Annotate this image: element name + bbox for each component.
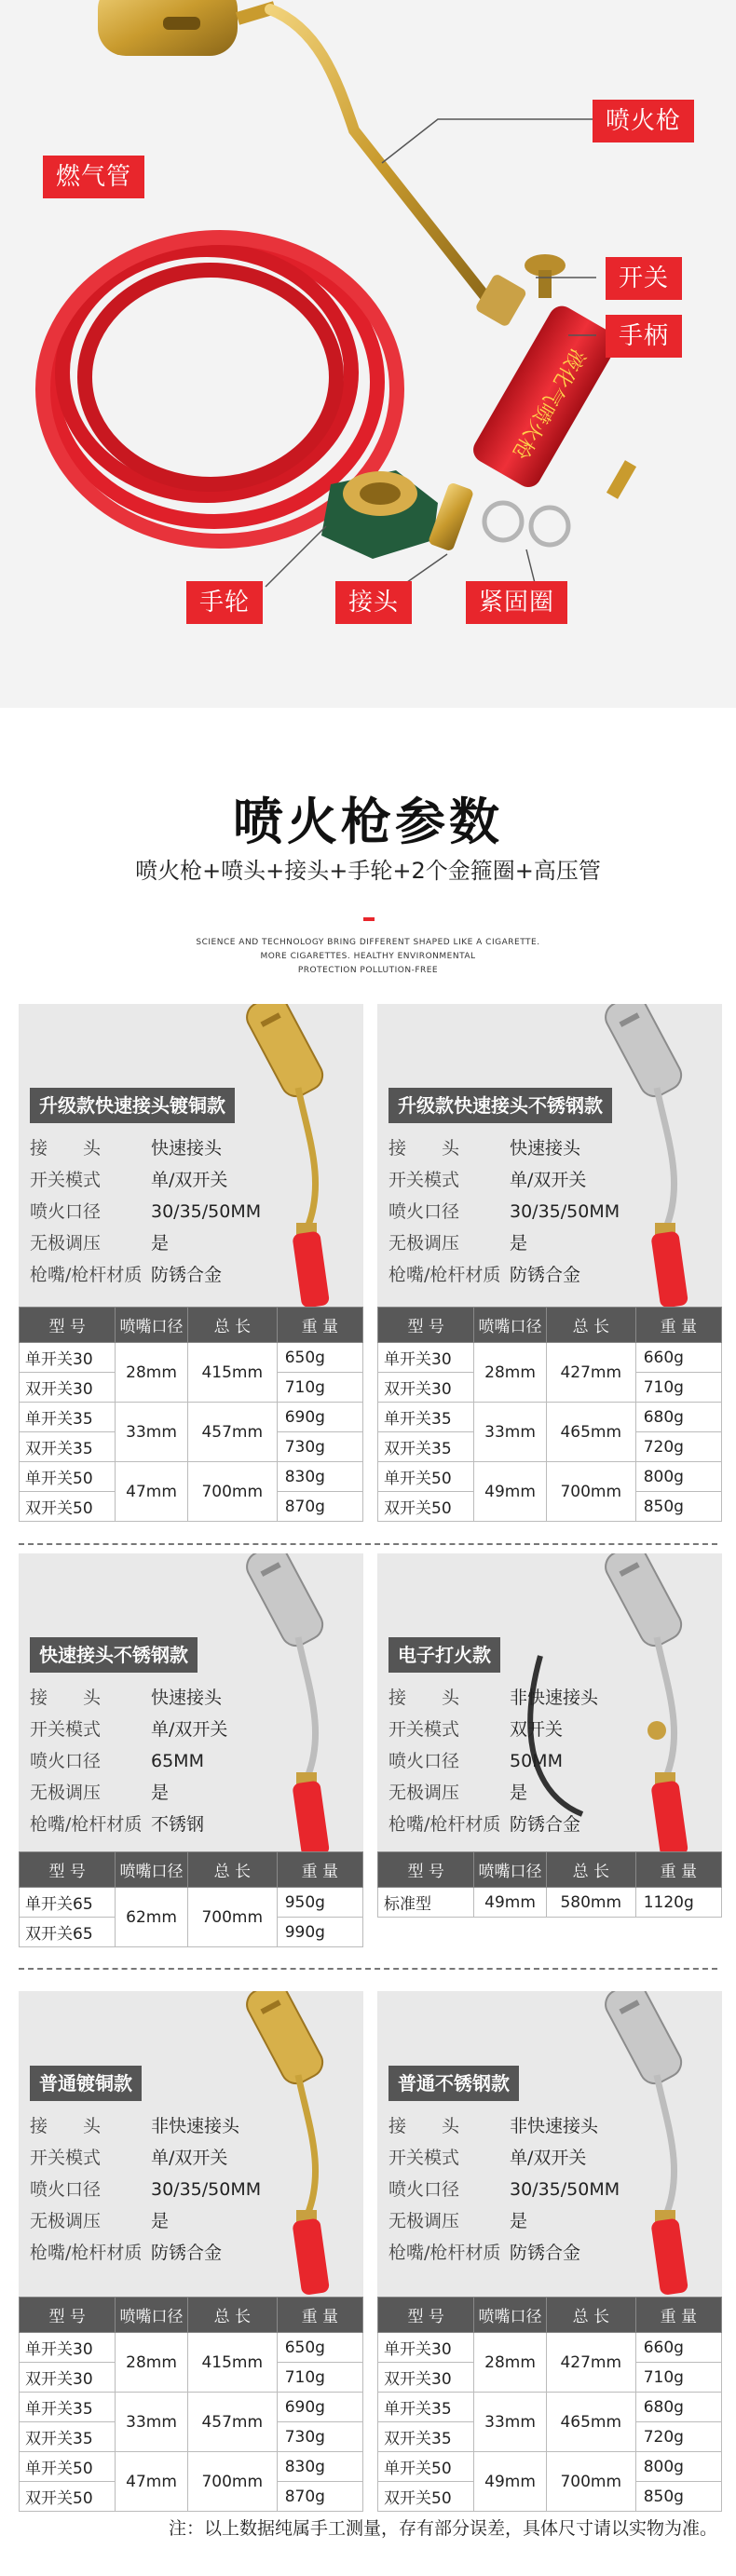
spec-value: 非快速接头 (510, 2116, 599, 2136)
model-cell: 单开关35 (20, 2393, 116, 2422)
spec-table (377, 1851, 722, 1918)
clamp-rings (484, 503, 568, 545)
table-header-row (378, 2298, 722, 2333)
table-row (20, 1403, 363, 1432)
weight-cell: 850g (635, 1492, 721, 1522)
spec-value: 非快速接头 (510, 1688, 599, 1708)
spec-row (30, 2174, 261, 2205)
hero-section (0, 0, 736, 708)
label-connector: 接头 (335, 581, 412, 624)
product-photo (19, 1991, 363, 2306)
nozzle-diameter-cell: 28mm (116, 2333, 187, 2393)
spec-key: 开关模式 (30, 2148, 102, 2168)
spec-key: 开关模式 (388, 1719, 460, 1740)
table-header: 总 长 (546, 2298, 635, 2333)
spec-list (388, 2110, 620, 2269)
length-cell: 415mm (187, 1343, 277, 1403)
spec-table (19, 2297, 363, 2512)
weight-cell: 870g (277, 2482, 362, 2512)
spec-value: 防锈合金 (510, 1814, 581, 1835)
spec-key: 枪嘴/枪杆材质 (388, 1265, 501, 1285)
label-clamp: 紧固圈 (466, 581, 567, 624)
table-header: 喷嘴口径 (116, 1852, 187, 1888)
model-cell: 单开关35 (20, 1403, 116, 1432)
spec-value: 30/35/50MM (151, 2179, 262, 2200)
spec-value: 防锈合金 (151, 1265, 223, 1285)
table-header: 重 量 (277, 1852, 362, 1888)
weight-cell: 850g (635, 2482, 721, 2512)
product-name: 电子打火款 (388, 1637, 500, 1673)
weight-cell: 710g (635, 2363, 721, 2393)
spec-row (30, 2237, 261, 2269)
nozzle-diameter-cell: 47mm (116, 1462, 187, 1522)
table-header-row (378, 1852, 722, 1888)
weight-cell: 650g (277, 2333, 362, 2363)
table-header: 喷嘴口径 (116, 2298, 187, 2333)
weight-cell: 710g (277, 1373, 362, 1403)
model-cell: 单开关65 (20, 1888, 116, 1918)
table-header: 总 长 (546, 1308, 635, 1343)
spec-key: 接 头 (388, 1138, 460, 1159)
spec-row (388, 2174, 620, 2205)
spec-row (30, 2110, 261, 2142)
spec-value: 是 (510, 2211, 528, 2231)
model-cell: 标准型 (378, 1888, 474, 1918)
torch-handle (469, 302, 621, 493)
spec-row (30, 1682, 227, 1714)
weight-cell: 720g (635, 2422, 721, 2452)
table-header: 重 量 (635, 1852, 721, 1888)
spec-row (388, 1745, 598, 1777)
spec-key: 枪嘴/枪杆材质 (388, 2243, 501, 2263)
spec-row (388, 1196, 620, 1227)
product-name: 普通镀铜款 (30, 2066, 142, 2101)
table-row (378, 2333, 722, 2363)
table-header: 总 长 (546, 1852, 635, 1888)
weight-cell: 690g (277, 2393, 362, 2422)
spec-row (388, 2110, 620, 2142)
table-header: 喷嘴口径 (474, 1852, 546, 1888)
spec-list (388, 1132, 620, 1291)
table-header: 喷嘴口径 (474, 1308, 546, 1343)
model-cell: 双开关35 (20, 1432, 116, 1462)
weight-cell: 730g (277, 1432, 362, 1462)
spec-key: 枪嘴/枪杆材质 (30, 2243, 143, 2263)
spec-key: 喷火口径 (388, 1751, 460, 1771)
weight-cell: 730g (277, 2422, 362, 2452)
model-cell: 单开关50 (378, 1462, 474, 1492)
nozzle-diameter-cell: 49mm (474, 2452, 546, 2512)
weight-cell: 690g (277, 1403, 362, 1432)
spec-list (388, 1682, 598, 1840)
product-panel (377, 1553, 722, 1914)
spec-key: 无极调压 (388, 1783, 460, 1803)
table-header: 型 号 (378, 1308, 474, 1343)
table-header: 总 长 (187, 2298, 277, 2333)
table-header: 重 量 (277, 1308, 362, 1343)
model-cell: 单开关50 (20, 1462, 116, 1492)
spec-key: 喷火口径 (30, 2179, 102, 2200)
weight-cell: 800g (635, 1462, 721, 1492)
weight-cell: 710g (635, 1373, 721, 1403)
spec-row (30, 1196, 261, 1227)
length-cell: 427mm (546, 1343, 635, 1403)
spec-table (377, 1307, 722, 1522)
table-header: 重 量 (635, 2298, 721, 2333)
table-header-row (20, 1852, 363, 1888)
label-handle: 手柄 (606, 315, 682, 358)
product-name: 升级款快速接头不锈钢款 (388, 1088, 612, 1123)
spec-row (388, 1809, 598, 1840)
length-cell: 465mm (546, 2393, 635, 2452)
table-row (378, 2393, 722, 2422)
spec-key: 开关模式 (388, 2148, 460, 2168)
english-line-1: SCIENCE AND TECHNOLOGY BRING DIFFERENT SHAPED LIKE A CIGARETTE. (196, 938, 540, 947)
spec-key: 开关模式 (388, 1170, 460, 1190)
model-cell: 单开关30 (378, 1343, 474, 1373)
english-line-2: MORE CIGARETTES. HEALTHY ENVIRONMENTAL (260, 952, 476, 961)
spec-value: 非快速接头 (151, 2116, 240, 2136)
model-cell: 单开关30 (20, 2333, 116, 2363)
nozzle-diameter-cell: 62mm (116, 1888, 187, 1947)
table-row (20, 1343, 363, 1373)
section-title: 喷火枪参数 (233, 793, 503, 851)
spec-value: 30/35/50MM (510, 2179, 620, 2200)
length-cell: 580mm (546, 1888, 635, 1918)
weight-cell: 870g (277, 1492, 362, 1522)
table-header-row (378, 1308, 722, 1343)
product-name: 升级款快速接头镀铜款 (30, 1088, 235, 1123)
length-cell: 700mm (187, 1888, 277, 1947)
weight-cell: 950g (277, 1888, 362, 1918)
spec-row (388, 1132, 620, 1164)
spec-row (30, 2205, 261, 2237)
spec-value: 65MM (151, 1751, 204, 1771)
nozzle-diameter-cell: 49mm (474, 1888, 546, 1918)
english-line-3: PROTECTION POLLUTION-FREE (297, 966, 439, 975)
weight-cell: 990g (277, 1918, 362, 1947)
table-header: 总 长 (187, 1852, 277, 1888)
weight-cell: 660g (635, 2333, 721, 2363)
table-row (20, 1462, 363, 1492)
model-cell: 双开关30 (20, 1373, 116, 1403)
product-photo (377, 1991, 722, 2306)
spec-key: 无极调压 (30, 2211, 102, 2231)
title-accent-bar (363, 917, 375, 921)
model-cell: 双开关35 (378, 1432, 474, 1462)
spec-value: 单/双开关 (151, 1170, 228, 1190)
weight-cell: 680g (635, 1403, 721, 1432)
spec-value: 防锈合金 (510, 2243, 581, 2263)
spec-row (388, 1227, 620, 1259)
spec-row (388, 1777, 598, 1809)
spec-key: 枪嘴/枪杆材质 (388, 1814, 501, 1835)
spec-key: 接 头 (30, 1138, 102, 1159)
product-panel (377, 1004, 722, 1518)
english-tagline (0, 936, 736, 978)
length-cell: 457mm (187, 1403, 277, 1462)
spec-key: 枪嘴/枪杆材质 (30, 1265, 143, 1285)
spec-row (30, 2142, 261, 2174)
product-photo (19, 1004, 363, 1321)
table-header: 重 量 (635, 1308, 721, 1343)
spec-value: 不锈钢 (151, 1814, 205, 1835)
spec-key: 喷火口径 (388, 2179, 460, 2200)
product-photo (377, 1553, 722, 1861)
spec-value: 是 (510, 1233, 528, 1254)
model-cell: 双开关65 (20, 1918, 116, 1947)
table-row (378, 1462, 722, 1492)
length-cell: 415mm (187, 2333, 277, 2393)
model-cell: 双开关50 (378, 1492, 474, 1522)
table-header: 型 号 (20, 2298, 116, 2333)
spec-value: 是 (151, 1233, 170, 1254)
spec-key: 无极调压 (30, 1233, 102, 1254)
table-header-row (20, 2298, 363, 2333)
table-header: 型 号 (20, 1852, 116, 1888)
model-cell: 双开关50 (20, 1492, 116, 1522)
spec-row (388, 1259, 620, 1291)
spec-row (30, 1132, 261, 1164)
model-cell: 双开关30 (378, 1373, 474, 1403)
product-panel (19, 1004, 363, 1518)
spec-row (388, 1164, 620, 1196)
torch-nozzle (98, 0, 275, 56)
length-cell: 700mm (187, 1462, 277, 1522)
spec-value: 快速接头 (151, 1688, 223, 1708)
spec-row (30, 1777, 227, 1809)
nozzle-diameter-cell: 28mm (474, 1343, 546, 1403)
table-row (20, 1888, 363, 1918)
weight-cell: 710g (277, 2363, 362, 2393)
table-row (378, 2452, 722, 2482)
spec-key: 接 头 (30, 1688, 102, 1708)
spec-table (19, 1851, 363, 1947)
weight-cell: 830g (277, 1462, 362, 1492)
length-cell: 700mm (187, 2452, 277, 2512)
table-row (378, 1888, 722, 1918)
spec-key: 无极调压 (388, 1233, 460, 1254)
weight-cell: 680g (635, 2393, 721, 2422)
spec-key: 无极调压 (30, 1783, 102, 1803)
table-header: 重 量 (277, 2298, 362, 2333)
length-cell: 427mm (546, 2333, 635, 2393)
hand-wheel (321, 470, 438, 559)
spec-table (19, 1307, 363, 1522)
spec-key: 喷火口径 (30, 1751, 102, 1771)
label-switch: 开关 (606, 257, 682, 300)
length-cell: 465mm (546, 1403, 635, 1462)
spec-list (30, 1682, 227, 1840)
weight-cell: 1120g (635, 1888, 721, 1918)
nozzle-diameter-cell: 33mm (116, 2393, 187, 2452)
weight-cell: 800g (635, 2452, 721, 2482)
product-photo (19, 1553, 363, 1861)
spec-table (377, 2297, 722, 2512)
spec-key: 枪嘴/枪杆材质 (30, 1814, 143, 1835)
product-panel (19, 1991, 363, 2508)
spec-row (30, 1227, 261, 1259)
weight-cell: 720g (635, 1432, 721, 1462)
product-photo (377, 1004, 722, 1321)
section-title-block (0, 708, 736, 997)
weight-cell: 830g (277, 2452, 362, 2482)
label-gas-pipe: 燃气管 (43, 156, 144, 198)
spec-row (388, 1714, 598, 1745)
spec-row (388, 2142, 620, 2174)
dashed-divider (19, 1968, 717, 1970)
spec-value: 防锈合金 (510, 1265, 581, 1285)
spec-value: 是 (151, 1783, 170, 1803)
table-row (378, 1343, 722, 1373)
handle-print: 液化气喷火枪 (507, 344, 590, 463)
spec-value: 快速接头 (151, 1138, 223, 1159)
spec-list (30, 2110, 261, 2269)
spec-row (30, 1259, 261, 1291)
model-cell: 双开关35 (378, 2422, 474, 2452)
length-cell: 700mm (546, 1462, 635, 1522)
measurement-note: 注：以上数据纯属手工测量，存有部分误差，具体尺寸请以实物为准。 (168, 2518, 717, 2539)
table-header-row (20, 1308, 363, 1343)
nozzle-diameter-cell: 28mm (116, 1343, 187, 1403)
spec-value: 单/双开关 (151, 2148, 228, 2168)
nozzle-diameter-cell: 33mm (474, 1403, 546, 1462)
nozzle-diameter-cell: 33mm (474, 2393, 546, 2452)
table-header: 型 号 (20, 1308, 116, 1343)
spec-value: 单/双开关 (510, 1170, 587, 1190)
model-cell: 双开关50 (20, 2482, 116, 2512)
product-panel (377, 1991, 722, 2508)
table-row (378, 1403, 722, 1432)
spec-value: 50MM (510, 1751, 563, 1771)
spec-row (30, 1809, 227, 1840)
nozzle-diameter-cell: 47mm (116, 2452, 187, 2512)
weight-cell: 660g (635, 1343, 721, 1373)
spec-key: 喷火口径 (30, 1201, 102, 1222)
spec-value: 是 (510, 1783, 528, 1803)
model-cell: 双开关30 (378, 2363, 474, 2393)
spec-value: 防锈合金 (151, 2243, 223, 2263)
spec-row (388, 2237, 620, 2269)
product-panel (19, 1553, 363, 1944)
spec-row (30, 1164, 261, 1196)
table-row (20, 2393, 363, 2422)
model-cell: 双开关30 (20, 2363, 116, 2393)
weight-cell: 650g (277, 1343, 362, 1373)
nozzle-diameter-cell: 28mm (474, 2333, 546, 2393)
spec-row (388, 1682, 598, 1714)
spec-key: 喷火口径 (388, 1201, 460, 1222)
spec-key: 开关模式 (30, 1170, 102, 1190)
package-contents: 喷火枪+喷头+接头+手轮+2个金箍圈+高压管 (135, 858, 601, 884)
nozzle-diameter-cell: 49mm (474, 1462, 546, 1522)
spec-key: 接 头 (388, 2116, 460, 2136)
spec-value: 单/双开关 (510, 2148, 587, 2168)
label-wheel: 手轮 (186, 581, 263, 624)
length-cell: 700mm (546, 2452, 635, 2512)
spec-list (30, 1132, 261, 1291)
product-name: 普通不锈钢款 (388, 2066, 519, 2101)
spec-row (388, 2205, 620, 2237)
model-cell: 单开关50 (378, 2452, 474, 2482)
model-cell: 双开关50 (378, 2482, 474, 2512)
length-cell: 457mm (187, 2393, 277, 2452)
spec-row (30, 1745, 227, 1777)
table-header: 型 号 (378, 1852, 474, 1888)
model-cell: 单开关30 (20, 1343, 116, 1373)
model-cell: 单开关35 (378, 1403, 474, 1432)
spec-value: 30/35/50MM (151, 1201, 262, 1222)
table-header: 喷嘴口径 (116, 1308, 187, 1343)
dashed-divider (19, 1543, 717, 1545)
spec-value: 单/双开关 (151, 1719, 228, 1740)
table-header: 型 号 (378, 2298, 474, 2333)
spec-key: 接 头 (388, 1688, 460, 1708)
spec-value: 双开关 (510, 1719, 564, 1740)
label-torch: 喷火枪 (593, 100, 694, 142)
table-header: 总 长 (187, 1308, 277, 1343)
model-cell: 单开关35 (378, 2393, 474, 2422)
model-cell: 单开关30 (378, 2333, 474, 2363)
spec-value: 快速接头 (510, 1138, 581, 1159)
spec-value: 30/35/50MM (510, 1201, 620, 1222)
spec-value: 是 (151, 2211, 170, 2231)
table-row (20, 2452, 363, 2482)
nozzle-diameter-cell: 33mm (116, 1403, 187, 1462)
spec-key: 无极调压 (388, 2211, 460, 2231)
model-cell: 双开关35 (20, 2422, 116, 2452)
spec-key: 接 头 (30, 2116, 102, 2136)
spec-key: 开关模式 (30, 1719, 102, 1740)
table-row (20, 2333, 363, 2363)
spec-row (30, 1714, 227, 1745)
model-cell: 单开关50 (20, 2452, 116, 2482)
table-header: 喷嘴口径 (474, 2298, 546, 2333)
product-name: 快速接头不锈钢款 (30, 1637, 198, 1673)
